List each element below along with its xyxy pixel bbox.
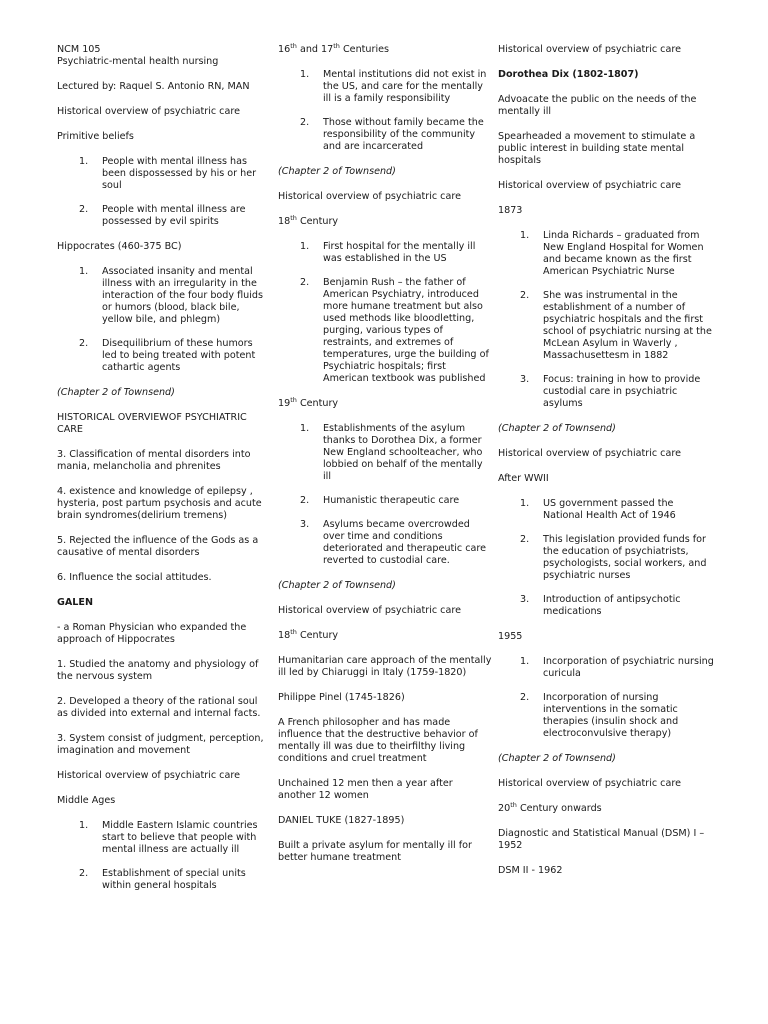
list-item: 1. People with mental illness has been dispossessed by his or her soul	[79, 156, 257, 191]
paragraph: 6. Influence the social attitudes.	[57, 572, 212, 583]
20th-century-heading: 20th Century onwards	[498, 800, 602, 814]
list-item: 2. This legislation provided funds for the education of psychiatrists, psychologists, social workers, and psychiatric nurses	[520, 534, 707, 581]
course-header	[57, 44, 269, 68]
paragraph: Built a private asylum for mentally ill for better humane treatment	[278, 840, 472, 863]
chapter-reference: (Chapter 2 of Townsend)	[498, 753, 616, 764]
list-item: 3. Introduction of antipsychotic medications	[520, 594, 681, 617]
list-item: 1. Middle Eastern Islamic countries start to believe that people with mental illness are actually ill	[79, 820, 258, 855]
chapter-reference: (Chapter 2 of Townsend)	[278, 580, 396, 591]
pinel-heading: Philippe Pinel (1745-1826)	[278, 692, 405, 703]
year-1873-heading: 1873	[498, 205, 523, 216]
section-heading-caps: HISTORICAL OVERVIEWOF PSYCHIATRIC CARE	[57, 412, 247, 435]
1955-list	[498, 656, 716, 740]
lecturer-line: Lectured by: Raquel S. Antonio RN, MAN	[57, 81, 250, 92]
paragraph: 5. Rejected the influence of the Gods as a causative of mental disorders	[57, 535, 259, 558]
dorothea-dix-heading: Dorothea Dix (1802-1807)	[498, 69, 639, 80]
paragraph: 1. Studied the anatomy and physiology of the nervous system	[57, 659, 259, 682]
section-heading: Historical overview of psychiatric care	[498, 44, 681, 55]
paragraph: 2. Developed a theory of the rational soul as divided into external and internal facts.	[57, 696, 261, 719]
column-3	[498, 44, 716, 890]
galen-heading: GALEN	[57, 597, 93, 608]
centuries-heading: 16th and 17th Centuries	[278, 41, 390, 55]
column-1	[57, 44, 269, 905]
18th-century-list	[278, 241, 492, 385]
list-item: 1. Establishments of the asylum thanks to Dorothea Dix, a former New England schoolteacher, who lobbied on behalf of the mentally ill	[300, 423, 483, 482]
section-heading: Historical overview of psychiatric care	[278, 191, 461, 202]
paragraph: 3. System consist of judgment, perception, imagination and movement	[57, 733, 264, 756]
chapter-reference: (Chapter 2 of Townsend)	[278, 166, 396, 177]
list-item: 2. Humanistic therapeutic care	[300, 495, 460, 506]
middle-ages-list	[57, 820, 269, 892]
list-item: 1. Incorporation of psychiatric nursing curicula	[520, 656, 714, 679]
paragraph: Diagnostic and Statistical Manual (DSM) I – 1952	[498, 828, 705, 851]
hippocrates-list	[57, 266, 269, 374]
paragraph: A French philosopher and has made influence that the destructive behavior of mentally ill was due to theirfilthy living conditions and cruel treatment	[278, 717, 478, 764]
18th-century-heading: 18th Century	[278, 213, 339, 227]
after-wwii-list	[498, 498, 716, 618]
primitive-beliefs-list	[57, 156, 269, 228]
primitive-beliefs-heading: Primitive beliefs	[57, 131, 134, 142]
section-heading: Historical overview of psychiatric care	[57, 770, 240, 781]
paragraph: Spearheaded a movement to stimulate a public interest in building state mental hospitals	[498, 131, 696, 166]
list-item: 2. Disequilibrium of these humors led to being treated with potent cathartic agents	[79, 338, 256, 373]
section-heading: Historical overview of psychiatric care	[498, 180, 681, 191]
chapter-reference: (Chapter 2 of Townsend)	[498, 423, 616, 434]
list-item: 1. Associated insanity and mental illness with an irregularity in the interaction of the four body fluids or humors (blood, black bile, yellow bile, and phlegm)	[79, 266, 263, 325]
paragraph: Humanitarian care approach of the mentally ill led by Chiaruggi in Italy (1759-1820)	[278, 655, 492, 678]
centuries-list	[278, 69, 492, 153]
list-item: 2. Establishment of special units within general hospitals	[79, 868, 246, 891]
paragraph: DSM II - 1962	[498, 865, 563, 876]
paragraph: Unchained 12 men then a year after another 12 women	[278, 778, 453, 801]
19th-century-list	[278, 423, 492, 567]
list-item: 2. Incorporation of nursing interventions in the somatic therapies (insulin shock and electroconvulsive therapy)	[520, 692, 679, 739]
18th-century-heading-2: 18th Century	[278, 627, 339, 641]
list-item: 1. Linda Richards – graduated from New England Hospital for Women and became known as the first American Psychiatric Nurse	[520, 230, 704, 277]
list-item: 3. Asylums became overcrowded over time and conditions deteriorated and therapeutic care reverted to custodial care.	[300, 519, 487, 566]
course-code: NCM 105	[57, 44, 101, 55]
1873-list	[498, 230, 716, 410]
list-item: 2. Benjamin Rush – the father of American Psychiatry, introduced more humane treatment but also used methods like bloodletting, purging, various types of restraints, and extremes of temperatures, urge the building of Psychiatric hospitals; first American textbook was published	[300, 277, 489, 384]
list-item: 1. US government passed the National Health Act of 1946	[520, 498, 676, 521]
tuke-heading: DANIEL TUKE (1827-1895)	[278, 815, 405, 826]
paragraph: 4. existence and knowledge of epilepsy , hysteria, post partum psychosis and acute brain syndromes(delirium tremens)	[57, 486, 262, 521]
list-item: 1. Mental institutions did not exist in the US, and care for the mentally ill is a family responsibility	[300, 69, 487, 104]
year-1955-heading: 1955	[498, 631, 523, 642]
paragraph: - a Roman Physician who expanded the approach of Hippocrates	[57, 622, 247, 645]
chapter-reference: (Chapter 2 of Townsend)	[57, 387, 175, 398]
list-item: 1. First hospital for the mentally ill was established in the US	[300, 241, 476, 264]
section-heading: Historical overview of psychiatric care	[278, 605, 461, 616]
list-item: 2. Those without family became the responsibility of the community and are incarcerated	[300, 117, 484, 152]
section-heading: Historical overview of psychiatric care	[57, 106, 240, 117]
paragraph: Advoacate the public on the needs of the mentally ill	[498, 94, 697, 117]
after-wwii-heading: After WWII	[498, 473, 549, 484]
section-heading: Historical overview of psychiatric care	[498, 448, 681, 459]
section-heading: Historical overview of psychiatric care	[498, 778, 681, 789]
list-item: 3. Focus: training in how to provide custodial care in psychiatric asylums	[520, 374, 701, 409]
list-item: 2. She was instrumental in the establishment of a number of psychiatric hospitals and the first school of psychiatric nursing at the McLean Asylum in Waverly , Massachusettesm in 1882	[520, 290, 712, 361]
middle-ages-heading: Middle Ages	[57, 795, 116, 806]
column-2	[278, 41, 492, 877]
hippocrates-heading: Hippocrates (460-375 BC)	[57, 241, 182, 252]
list-item: 2. People with mental illness are possessed by evil spirits	[79, 204, 246, 227]
course-subject: Psychiatric-mental health nursing	[57, 56, 219, 67]
19th-century-heading: 19th Century	[278, 395, 339, 409]
paragraph: 3. Classification of mental disorders into mania, melancholia and phrenites	[57, 449, 251, 472]
